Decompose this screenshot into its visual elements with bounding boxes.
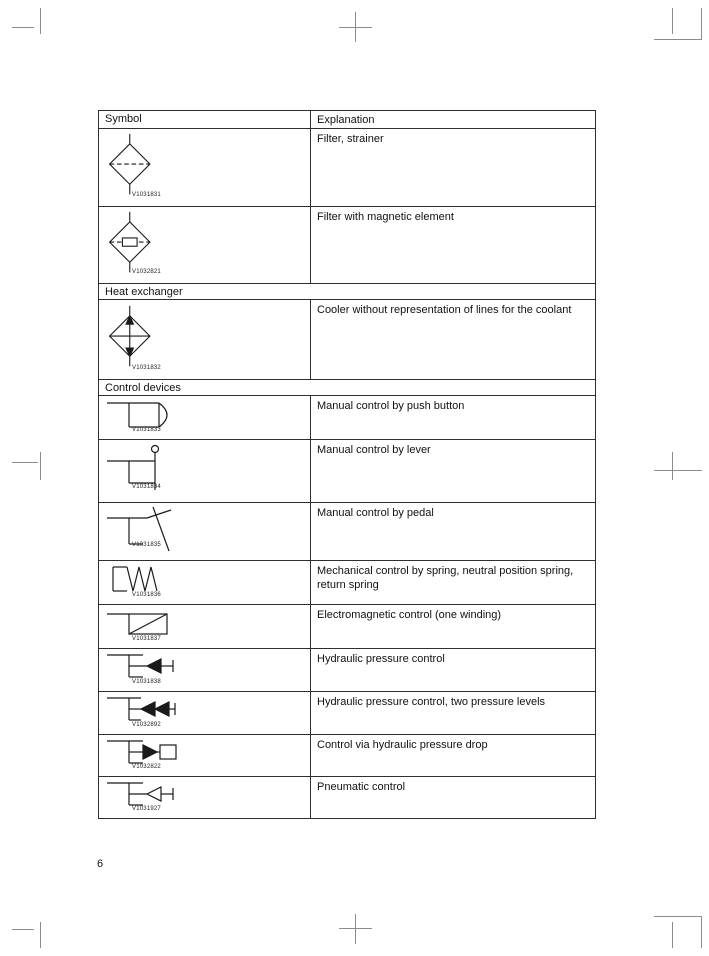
table-row xyxy=(99,776,595,818)
crop-mark-bottom-right-v2 xyxy=(701,916,702,948)
page-number: 6 xyxy=(97,858,104,870)
explanation-text: Cooler without representation of lines for the coolant xyxy=(317,304,572,316)
hydraulic-pressure-drop-symbol xyxy=(105,738,181,766)
crop-mark-mid-left-h xyxy=(12,462,38,463)
symbol-code: V1031927 xyxy=(132,806,161,812)
table-row xyxy=(99,299,595,379)
symbol-code: V1031838 xyxy=(132,679,161,685)
table-row xyxy=(99,502,595,560)
table-section-row xyxy=(99,379,595,395)
crop-mark-bottom-center-v xyxy=(355,914,356,944)
solenoid-control-symbol xyxy=(105,608,181,638)
hydraulic-two-pressure-levels-symbol xyxy=(105,695,181,723)
crop-mark-top-right-v2 xyxy=(701,8,702,39)
explanation-text: Manual control by pedal xyxy=(317,507,434,519)
crop-mark-bottom-right-h xyxy=(654,916,702,917)
table-row xyxy=(99,648,595,691)
section-label: Heat exchanger xyxy=(105,286,183,298)
table-section-row xyxy=(99,283,595,299)
crop-mark-bottom-center-h xyxy=(339,928,372,929)
symbol-code: V1032892 xyxy=(132,722,161,728)
section-label: Control devices xyxy=(105,382,181,394)
symbol-code: V1032821 xyxy=(132,269,161,275)
explanation-text: Filter, strainer xyxy=(317,133,384,145)
pneumatic-control-symbol xyxy=(105,780,181,808)
crop-mark-bottom-left-h xyxy=(12,929,34,930)
crop-mark-top-right-h xyxy=(654,39,702,40)
symbol-code: V1031837 xyxy=(132,636,161,642)
explanation-text: Manual control by lever xyxy=(317,444,431,456)
symbol-code: V1031831 xyxy=(132,192,161,198)
symbol-explanation-table xyxy=(98,110,596,819)
table-row xyxy=(99,734,595,776)
cooler-symbol xyxy=(105,304,160,370)
table-row xyxy=(99,691,595,734)
crop-mark-top-left-h xyxy=(12,27,34,28)
hydraulic-pressure-control-symbol xyxy=(105,652,181,680)
crop-mark-top-right-v xyxy=(672,8,673,34)
column-header-explanation: Explanation xyxy=(317,114,375,126)
filter-magnetic-element-symbol xyxy=(105,210,160,276)
table-row xyxy=(99,395,595,439)
crop-mark-top-left-v xyxy=(40,8,41,34)
crop-mark-top-center-h xyxy=(339,27,372,28)
explanation-text: Mechanical control by spring, neutral position spring, return spring xyxy=(317,565,574,592)
column-header-symbol: Symbol xyxy=(99,111,311,128)
symbol-code: V1031833 xyxy=(132,427,161,433)
symbol-code: V1031832 xyxy=(132,365,161,371)
crop-mark-mid-right-v xyxy=(672,452,673,480)
explanation-text: Control via hydraulic pressure drop xyxy=(317,739,488,751)
symbol-code: V1032822 xyxy=(132,764,161,770)
table-row xyxy=(99,439,595,502)
explanation-text: Manual control by push button xyxy=(317,400,465,412)
table-row xyxy=(99,560,595,604)
explanation-text: Pneumatic control xyxy=(317,781,406,793)
table-header-row xyxy=(99,111,595,128)
table-row xyxy=(99,604,595,648)
crop-mark-mid-left-v xyxy=(40,452,41,480)
explanation-text: Hydraulic pressure control xyxy=(317,653,445,665)
explanation-text: Filter with magnetic element xyxy=(317,211,454,223)
crop-mark-mid-right-h xyxy=(654,470,702,471)
spring-control-symbol xyxy=(105,564,181,594)
symbol-code: V1031836 xyxy=(132,592,161,598)
symbol-code: V1031834 xyxy=(132,484,161,490)
symbol-code: V1031835 xyxy=(132,542,161,548)
crop-mark-bottom-right-v xyxy=(672,922,673,948)
table-row xyxy=(99,128,595,206)
explanation-text: Hydraulic pressure control, two pressure levels xyxy=(317,696,546,708)
crop-mark-bottom-left-v xyxy=(40,922,41,948)
filter-strainer-symbol xyxy=(105,132,160,198)
table-row xyxy=(99,206,595,283)
explanation-text: Electromagnetic control (one winding) xyxy=(317,609,502,621)
